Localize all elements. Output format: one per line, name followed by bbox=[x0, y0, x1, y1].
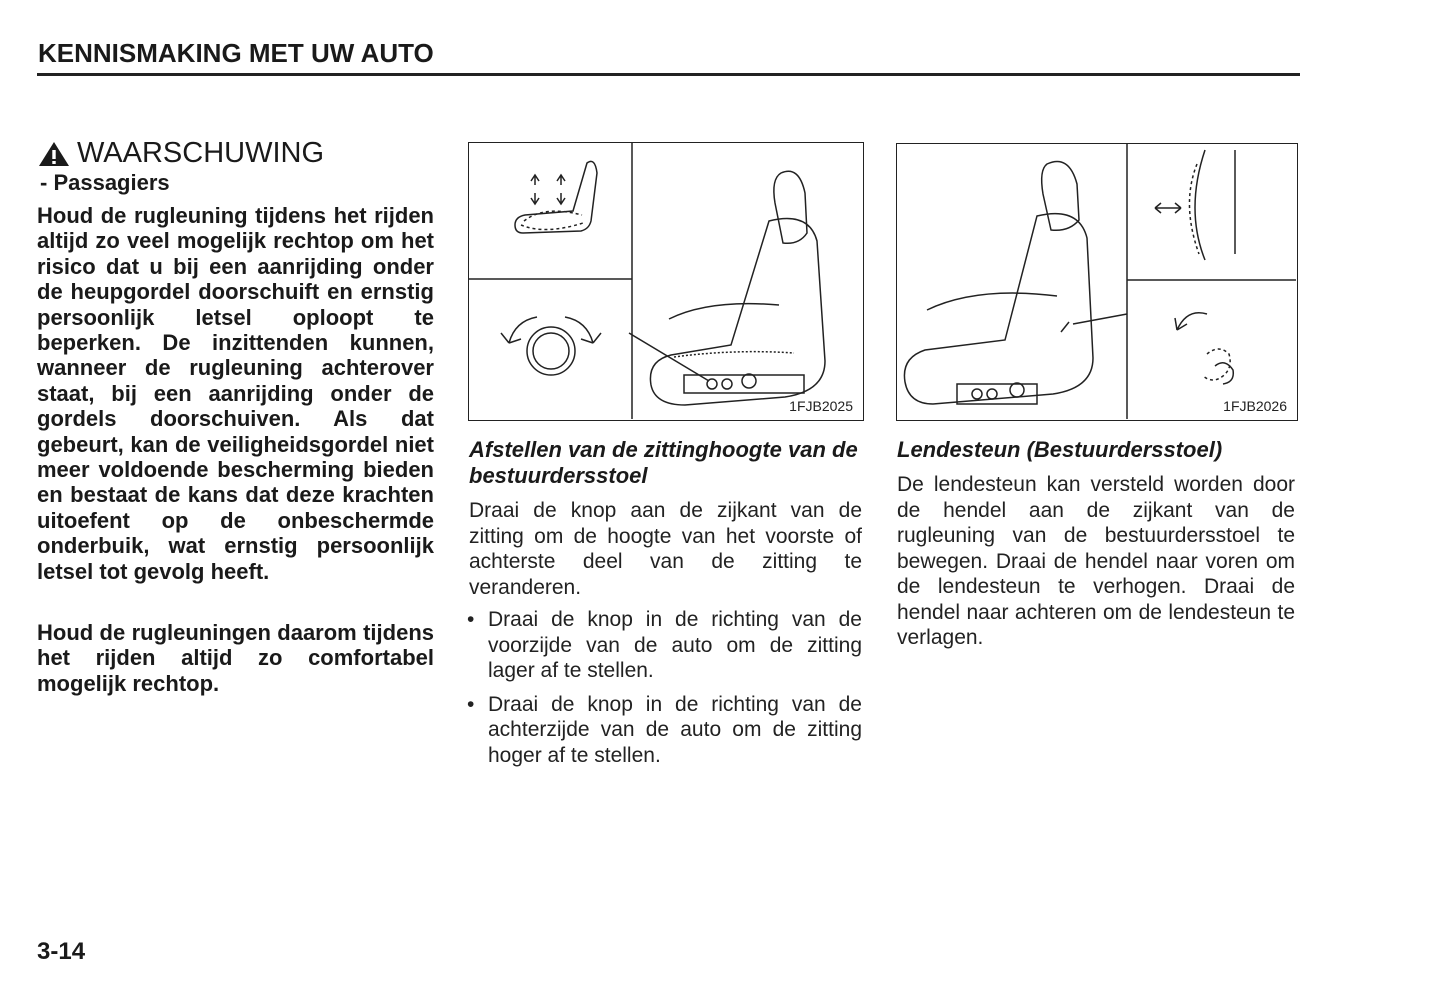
figure-seat-height bbox=[468, 142, 864, 421]
lumbar-title: Lendesteun (Bestuurdersstoel) bbox=[897, 437, 1223, 462]
warning-paragraph-2: Houd de rugleuningen daarom tijdens het rijden altijd zo comfortabel mogelijk rechtop. bbox=[37, 620, 434, 696]
list-item bbox=[466, 607, 862, 684]
warning-heading-text: WAARSCHUWING bbox=[77, 137, 325, 169]
header-divider bbox=[37, 73, 1300, 76]
bullet-icon: • bbox=[467, 692, 475, 716]
page-number: 3-14 bbox=[37, 938, 86, 965]
bullet-text: Draai de knop in de richting van de voorzijde van de auto om de zitting lager af te stellen. bbox=[488, 608, 862, 682]
lumbar-illustration bbox=[897, 144, 1296, 419]
figure-code: 1FJB2025 bbox=[789, 398, 853, 414]
warning-heading bbox=[37, 137, 324, 170]
figure-lumbar-support bbox=[896, 143, 1298, 421]
bullet-icon: • bbox=[467, 608, 475, 631]
page-header-title: KENNISMAKING MET UW AUTO bbox=[38, 38, 434, 68]
seat-height-illustration bbox=[469, 143, 862, 419]
lumbar-body: De lendesteun kan versteld worden door de hendel aan de zijkant van de rugleuning van de bestuurdersstoel te bewegen. Draai de hendel naar voren om de lendesteun te verhogen. Draai de hendel naar achteren om de lendesteun te verlagen. bbox=[897, 473, 1295, 649]
seat-height-title: Afstellen van de zittinghoogte van de bestuurdersstoel bbox=[469, 437, 858, 488]
seat-height-bullets bbox=[466, 607, 862, 776]
figure-code: 1FJB2026 bbox=[1223, 398, 1287, 414]
warning-triangle-icon bbox=[37, 140, 71, 168]
list-item bbox=[466, 692, 862, 769]
warning-paragraph-1: Houd de rugleuning tijdens het rijden altijd zo veel mogelijk rechtop om het risico dat u bij een aanrijding onder de heupgordel doorschuift en ernstig persoonlijk letsel oploopt te beperken. De inzittenden kunnen, wanneer de rugleuning achterover staat, bij een aanrijding onder de gordels doorschuiven. Als dat gebeurt, kan de veiligheidsgordel niet meer voldoende bescherming bieden en bestaat de kans dat deze krachten uitoefent op de onbeschermde onderbuik, wat ernstig persoonlijk letsel tot gevolg heeft. bbox=[37, 203, 434, 584]
bullet-text: Draai de knop in de richting van de achterzijde van de auto om de zitting hoger af te stellen. bbox=[488, 692, 862, 767]
warning-subheading: - Passagiers bbox=[40, 170, 170, 195]
seat-height-body: Draai de knop aan de zijkant van de zitting om de hoogte van het voorste of achterste deel van de zitting te veranderen. bbox=[469, 499, 862, 599]
